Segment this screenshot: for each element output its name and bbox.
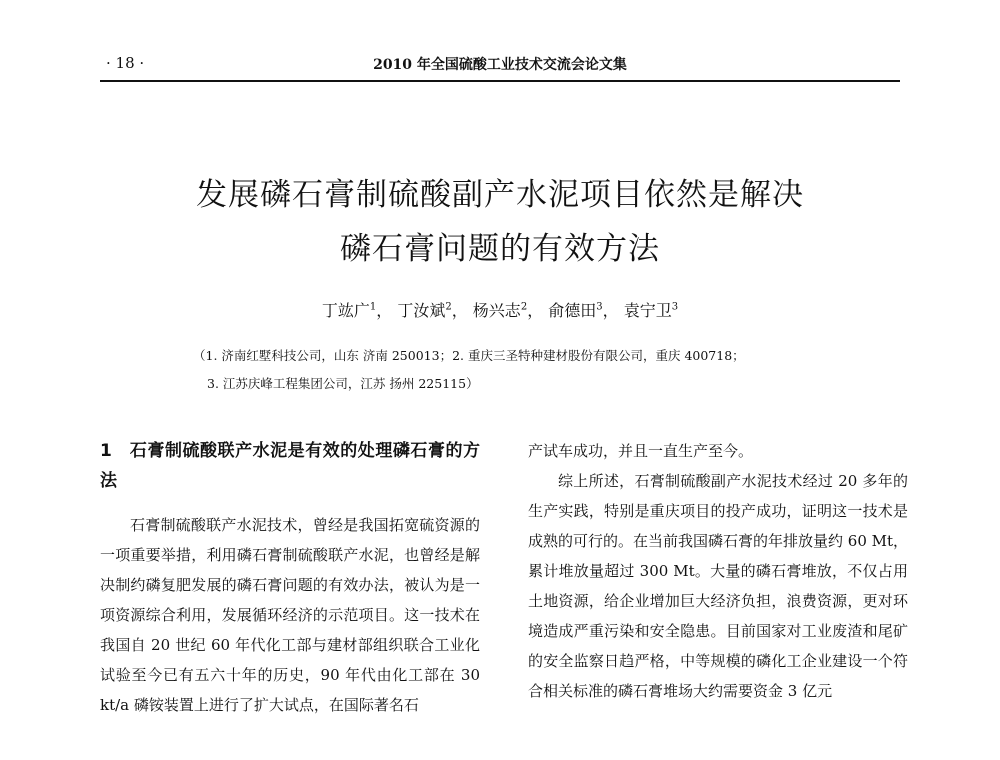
author: 袁宁卫$^3$ [623,301,679,320]
author: 丁竑广$^1$ [321,301,377,320]
title-line-2: 磷石膏问题的有效方法 [340,231,660,267]
continuation-line: 产试车成功，并且一直生产至今。 [528,442,754,460]
body-paragraph: 综上所述，石膏制硫酸副产水泥技术经过 20 多年的生产实践，特别是重庆项目的投产成功，证明这一技术是成熟的可行的。在当前我国磷石膏的年排放量约 60 Mt，累计堆放量超过 300 Mt。大量的磷石膏堆放，不仅占用土地资源，给企业增加巨大经济负担，浪费资源，更对环境造成严重污染和安全隐患。目前国家对工业废渣和尾矿的安全监察日趋严格，中等规模的磷化工企业建设一个符合相关标准的磷石膏堆场大约需要资金 3 亿元 [528,472,909,700]
right-column [528,436,908,706]
author: 杨兴志$^2$ [472,301,528,320]
author-list: 丁竑广$^1$， 丁汝斌$^2$， 杨兴志$^2$， 俞德田$^3$， 袁宁卫$^3$ [321,301,679,320]
body-paragraph: 石膏制硫酸联产水泥技术，曾经是我国拓宽硫资源的一项重要举措，利用磷石膏制硫酸联产水泥，也曾经是解决制约磷复肥发展的磷石膏问题的有效办法，被认为是一项资源综合利用，发展循环经济的示范项目。这一技术在我国自 20 世纪 60 年代化工部与建材部组织联合工业化试验至今已有五六十年的历史，90 年代由化工部在 30 kt/a 磷铵装置上进行了扩大试点，在国际著名石 [100,516,480,714]
affiliation-line-2: 3. 江苏庆峰工程集团公司，江苏 扬州 225115） [207,376,479,391]
author: 丁汝斌$^2$ [397,301,452,320]
section-heading: 1 石膏制硫酸联产水泥是有效的处理磷石膏的方法 [100,441,480,491]
affiliation-line-1: （1. 济南红墅科技公司，山东 济南 250013；2. 重庆三圣特种建材股份有限公司，重庆 400718； [193,348,745,363]
author: 俞德田$^3$ [548,301,603,320]
journal-title: 2010 年全国硫酸工业技术交流会论文集 [373,57,627,73]
page-number: · 18 · [106,54,145,72]
running-header [100,52,900,82]
left-column [100,436,480,720]
title-line-1: 发展磷石膏制硫酸副产水泥项目依然是解决 [196,177,804,213]
paper-title [100,168,900,276]
